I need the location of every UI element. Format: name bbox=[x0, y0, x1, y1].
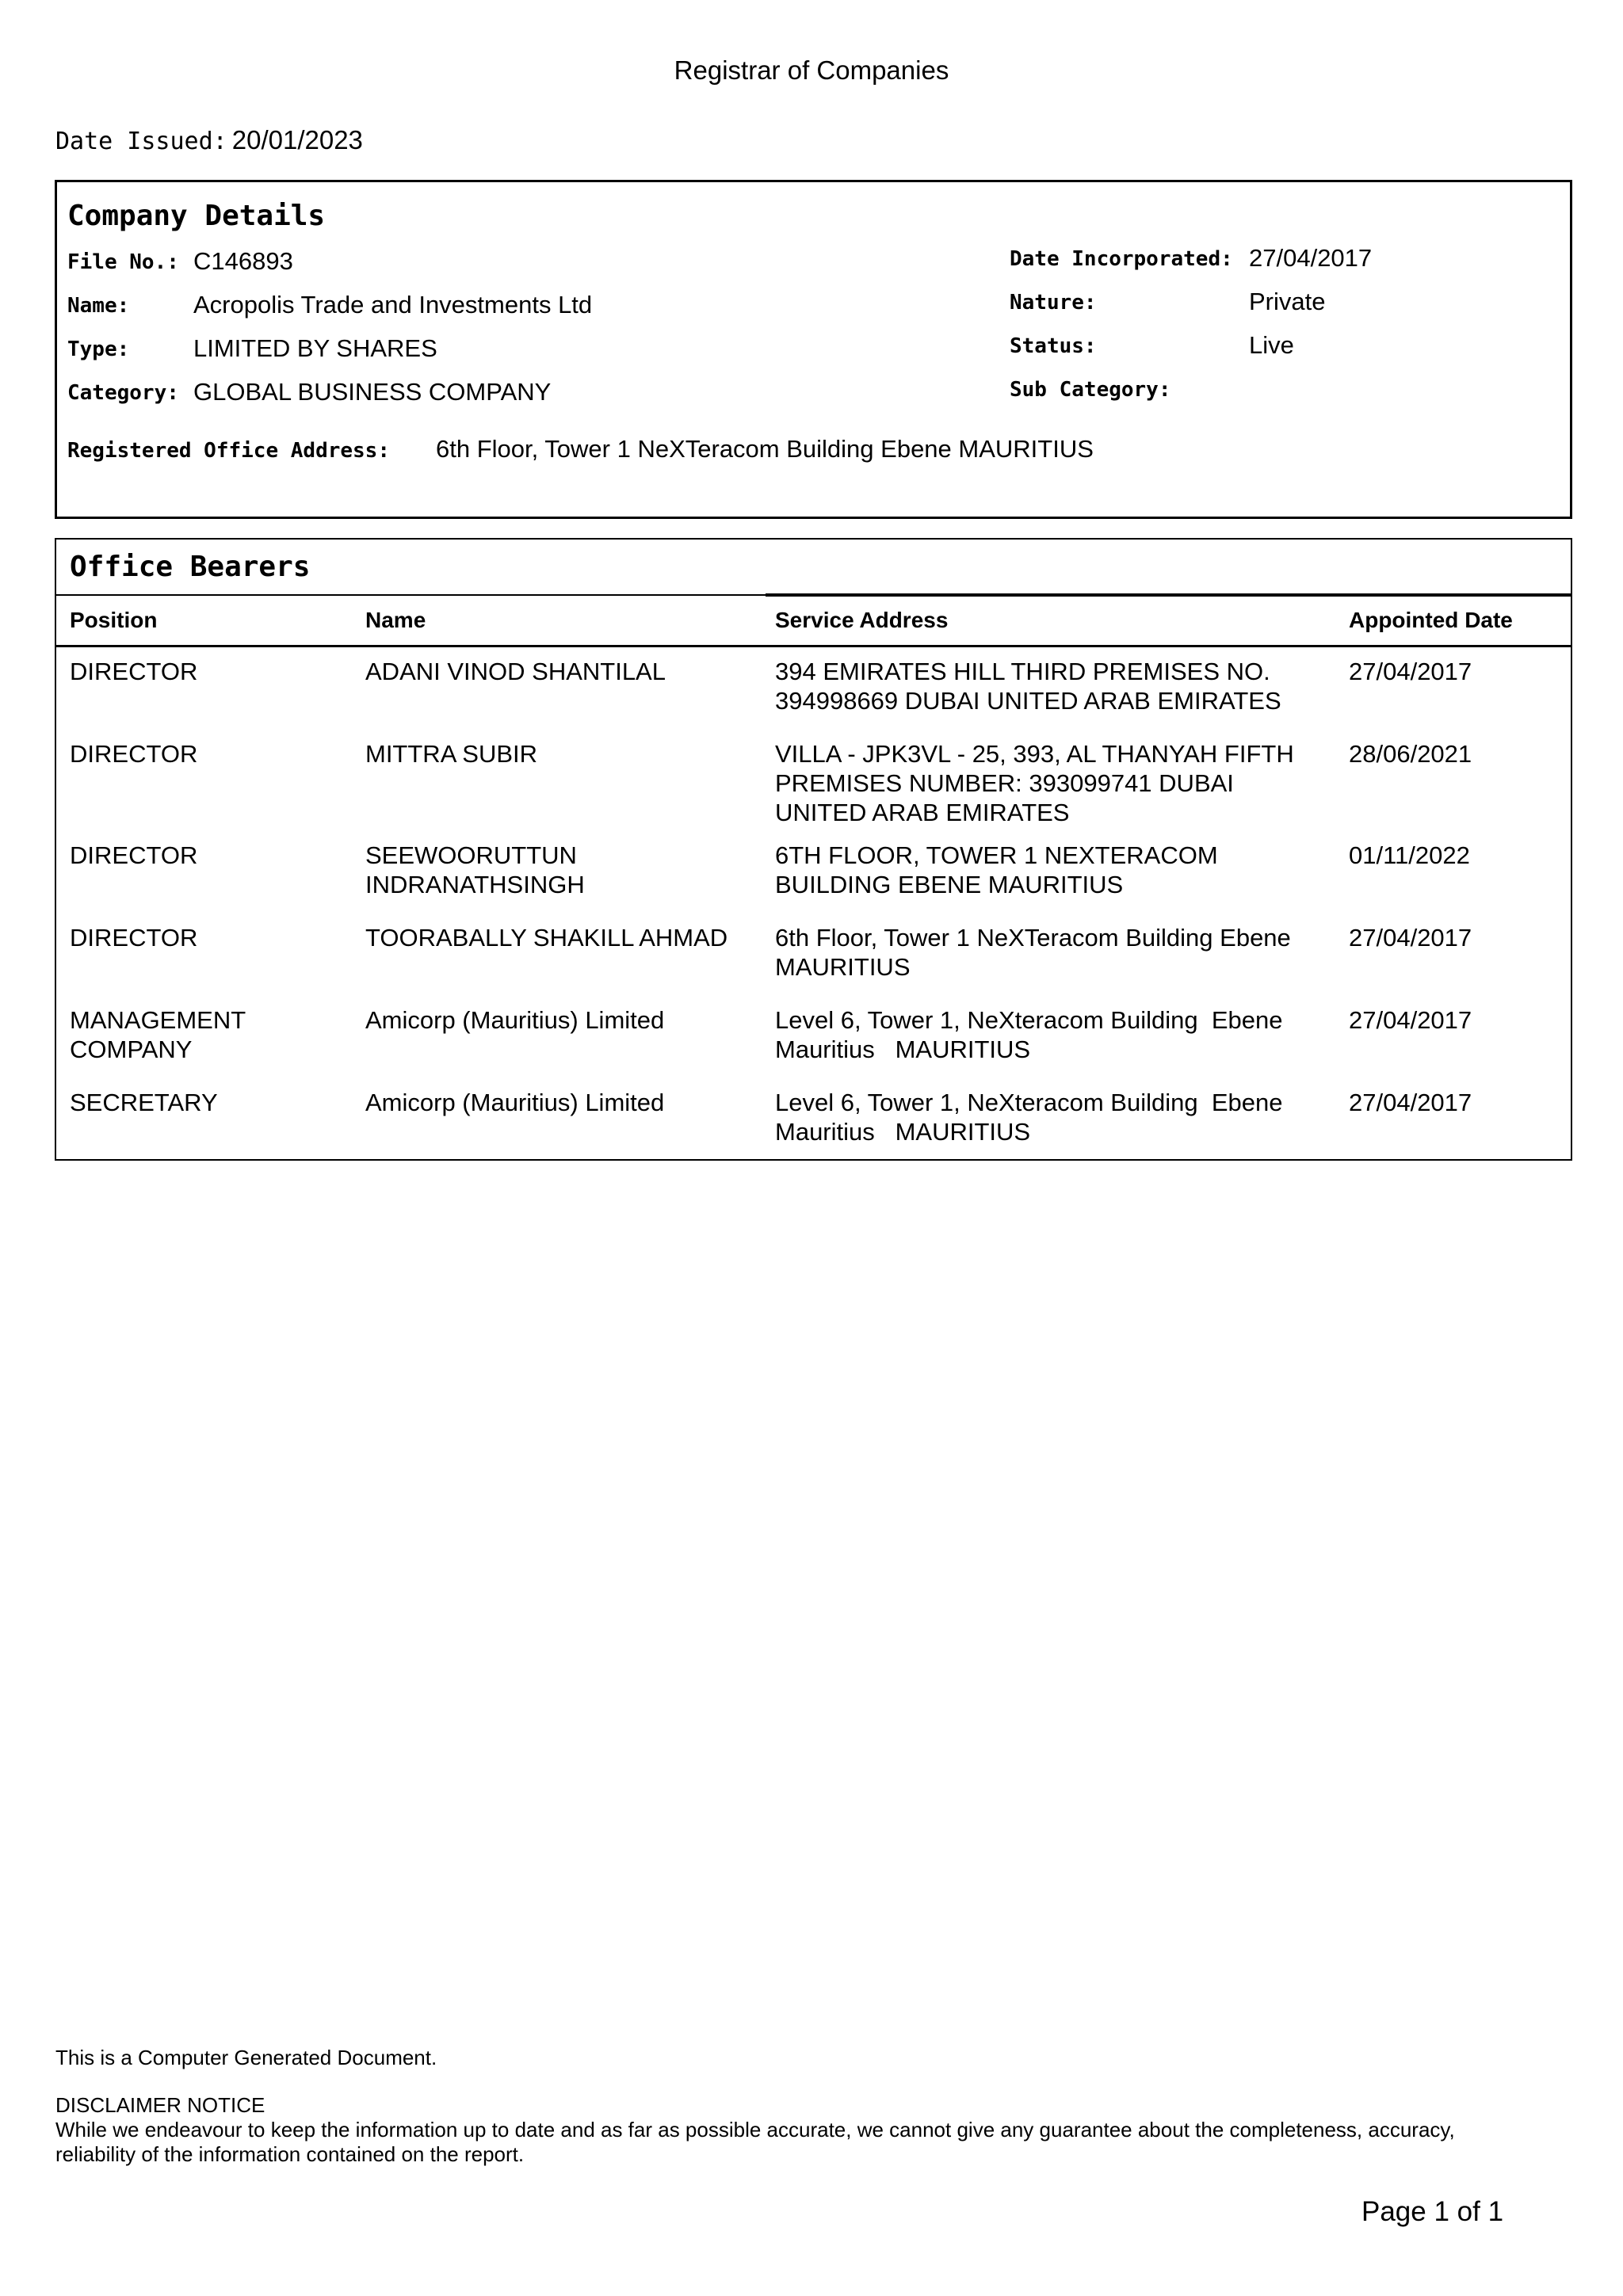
cell-appointed-date: 28/06/2021 bbox=[1349, 740, 1472, 768]
cell-line: 394 EMIRATES HILL THIRD PREMISES NO. bbox=[775, 658, 1270, 685]
status-label: Status: bbox=[1010, 334, 1097, 358]
disclaimer-title: DISCLAIMER NOTICE bbox=[55, 2093, 265, 2117]
cell-appointed-date: 01/11/2022 bbox=[1349, 841, 1470, 869]
header-divider bbox=[56, 645, 1571, 647]
date-incorporated-value: 27/04/2017 bbox=[1249, 244, 1373, 272]
date-issued-value: 20/01/2023 bbox=[231, 125, 363, 154]
cell-line: DIRECTOR bbox=[70, 841, 198, 869]
office-bearers-section bbox=[55, 538, 1572, 1161]
cell-line: Mauritius MAURITIUS bbox=[775, 1118, 1031, 1146]
cell-line: MAURITIUS bbox=[775, 953, 911, 981]
col-header-position: Position bbox=[70, 608, 158, 632]
cell-position bbox=[70, 1005, 339, 1064]
date-issued bbox=[55, 125, 363, 155]
cell-line: ADANI VINOD SHANTILAL bbox=[365, 658, 666, 685]
cell-line: BUILDING EBENE MAURITIUS bbox=[775, 871, 1124, 898]
cell-line: 394998669 DUBAI UNITED ARAB EMIRATES bbox=[775, 687, 1281, 715]
cell-address bbox=[775, 841, 1338, 899]
cell-line: PREMISES NUMBER: 393099741 DUBAI bbox=[775, 769, 1234, 797]
generated-note: This is a Computer Generated Document. bbox=[55, 2046, 437, 2069]
name-value: Acropolis Trade and Investments Ltd bbox=[193, 291, 593, 318]
registered-office-label: Registered Office Address: bbox=[67, 439, 390, 463]
sub-category-label: Sub Category: bbox=[1010, 378, 1171, 402]
name-label: Name: bbox=[67, 294, 130, 318]
file-no-value: C146893 bbox=[193, 247, 293, 275]
office-bearers-title: Office Bearers bbox=[70, 551, 311, 583]
col-header-appointed-date: Appointed Date bbox=[1349, 608, 1513, 632]
cell-line: Level 6, Tower 1, NeXteracom Building Ebene bbox=[775, 1006, 1283, 1034]
category-value: GLOBAL BUSINESS COMPANY bbox=[193, 378, 552, 406]
cell-line: VILLA - JPK3VL - 25, 393, AL THANYAH FIFTH bbox=[775, 740, 1294, 768]
cell-name bbox=[365, 1088, 762, 1117]
cell-line: 6th Floor, Tower 1 NeXTeracom Building Ebene bbox=[775, 924, 1291, 952]
cell-appointed-date: 27/04/2017 bbox=[1349, 658, 1472, 685]
cell-line: Amicorp (Mauritius) Limited bbox=[365, 1006, 665, 1034]
title-divider-thick bbox=[766, 593, 1571, 597]
cell-line: COMPANY bbox=[70, 1035, 193, 1063]
cell-name bbox=[365, 657, 762, 686]
date-issued-label: Date Issued: bbox=[55, 128, 227, 155]
cell-position bbox=[70, 841, 339, 870]
cell-name bbox=[365, 841, 762, 899]
cell-address bbox=[775, 739, 1338, 827]
nature-label: Nature: bbox=[1010, 291, 1097, 315]
company-details-section bbox=[55, 180, 1572, 519]
company-details-title: Company Details bbox=[67, 200, 326, 232]
cell-name bbox=[365, 1005, 762, 1035]
page-title: Registrar of Companies bbox=[674, 55, 949, 85]
cell-line: DIRECTOR bbox=[70, 658, 198, 685]
cell-address bbox=[775, 923, 1338, 982]
cell-line: Level 6, Tower 1, NeXteracom Building Ebene bbox=[775, 1089, 1283, 1116]
cell-name bbox=[365, 923, 762, 952]
cell-appointed-date: 27/04/2017 bbox=[1349, 1006, 1472, 1034]
nature-value: Private bbox=[1249, 288, 1326, 315]
cell-line: UNITED ARAB EMIRATES bbox=[775, 799, 1070, 826]
cell-appointed-date: 27/04/2017 bbox=[1349, 1089, 1472, 1116]
cell-address bbox=[775, 1088, 1338, 1146]
date-incorporated-label: Date Incorporated: bbox=[1010, 247, 1233, 271]
cell-line: MANAGEMENT bbox=[70, 1006, 246, 1034]
cell-position bbox=[70, 923, 339, 952]
cell-line: Mauritius MAURITIUS bbox=[775, 1035, 1031, 1063]
col-header-name: Name bbox=[365, 608, 426, 632]
type-label: Type: bbox=[67, 338, 130, 361]
cell-appointed-date: 27/04/2017 bbox=[1349, 924, 1472, 952]
cell-name bbox=[365, 739, 762, 769]
cell-line: TOORABALLY SHAKILL AHMAD bbox=[365, 924, 728, 952]
footer bbox=[55, 2046, 1561, 2167]
cell-address bbox=[775, 1005, 1338, 1064]
page-number: Page 1 of 1 bbox=[1361, 2196, 1504, 2227]
col-header-service-address: Service Address bbox=[775, 608, 949, 632]
cell-line: INDRANATHSINGH bbox=[365, 871, 585, 898]
disclaimer-text-line-1: While we endeavour to keep the information up to date and as far as possible accurate, we cannot give any guarantee about the completeness, accuracy, bbox=[55, 2118, 1455, 2142]
disclaimer-text-line-2: reliability of the information contained on the report. bbox=[55, 2142, 525, 2166]
cell-line: DIRECTOR bbox=[70, 740, 198, 768]
cell-line: SEEWOORUTTUN bbox=[365, 841, 577, 869]
file-no-label: File No.: bbox=[67, 250, 179, 274]
cell-position bbox=[70, 1088, 339, 1117]
cell-line: MITTRA SUBIR bbox=[365, 740, 538, 768]
cell-address bbox=[775, 657, 1338, 715]
category-label: Category: bbox=[67, 381, 179, 405]
type-value: LIMITED BY SHARES bbox=[193, 334, 437, 362]
registered-office-value: 6th Floor, Tower 1 NeXTeracom Building Ebene MAURITIUS bbox=[436, 435, 1094, 463]
cell-position bbox=[70, 657, 339, 686]
status-value: Live bbox=[1249, 331, 1294, 359]
cell-line: Amicorp (Mauritius) Limited bbox=[365, 1089, 665, 1116]
cell-line: SECRETARY bbox=[70, 1089, 218, 1116]
cell-position bbox=[70, 739, 339, 769]
cell-line: DIRECTOR bbox=[70, 924, 198, 952]
cell-line: 6TH FLOOR, TOWER 1 NEXTERACOM bbox=[775, 841, 1218, 869]
